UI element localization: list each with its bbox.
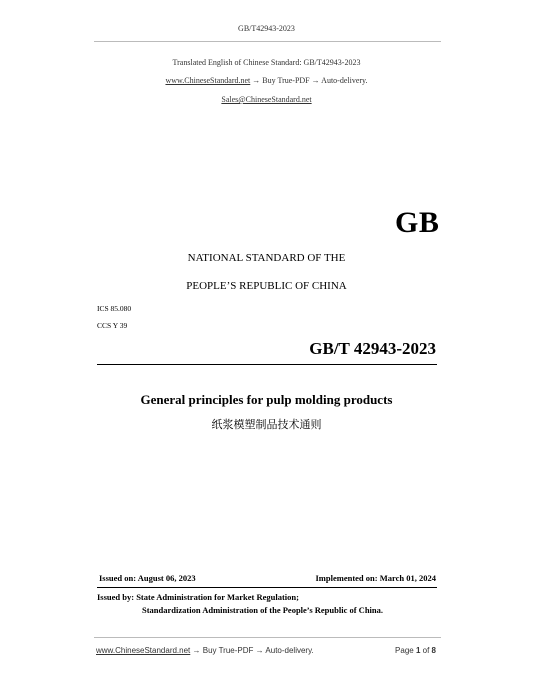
- page-label: Page: [395, 646, 414, 655]
- footer-purchase-text: → Buy True-PDF → Auto-delivery.: [190, 646, 314, 655]
- source-line: Translated English of Chinese Standard: GB/T42943-2023: [172, 58, 361, 67]
- national-standard-line-2: PEOPLE’S REPUBLIC OF CHINA: [186, 280, 347, 292]
- ccs-code: CCS Y 39: [97, 321, 128, 330]
- site-link[interactable]: www.ChineseStandard.net: [165, 76, 251, 85]
- implemented-on-date: Implemented on: March 01, 2024: [315, 573, 436, 583]
- purchase-text: → Buy True-PDF → Auto-delivery.: [250, 76, 368, 85]
- page-indicator: [360, 646, 436, 655]
- issuer-divider: [97, 587, 437, 588]
- document-title-chinese: 纸浆模塑制品技术通则: [211, 418, 322, 431]
- page-of: of: [422, 646, 430, 655]
- email-link[interactable]: Sales@ChineseStandard.net: [221, 95, 312, 104]
- title-divider: [97, 364, 437, 365]
- issuer-line-1: Issued by: State Administration for Market Regulation;: [97, 592, 299, 602]
- footer-purchase-line: [96, 646, 314, 655]
- footer-site-link[interactable]: www.ChineseStandard.net: [96, 646, 191, 655]
- purchase-line: [0, 76, 533, 85]
- header-standard-code: GB/T42943-2023: [238, 24, 295, 33]
- issued-on-date: Issued on: August 06, 2023: [99, 573, 196, 583]
- page-total: 8: [431, 646, 436, 655]
- gb-mark: GB: [395, 206, 440, 239]
- email-line: [0, 95, 533, 104]
- standard-number: GB/T 42943-2023: [309, 339, 436, 358]
- header-divider: [94, 41, 441, 42]
- ics-code: ICS 85.080: [97, 304, 132, 313]
- document-title-english: General principles for pulp molding products: [140, 392, 393, 407]
- footer-divider: [94, 637, 441, 638]
- issuer-line-2: Standardization Administration of the People’s Republic of China.: [142, 605, 384, 615]
- national-standard-line-1: NATIONAL STANDARD OF THE: [187, 252, 346, 264]
- page-current: 1: [415, 646, 421, 655]
